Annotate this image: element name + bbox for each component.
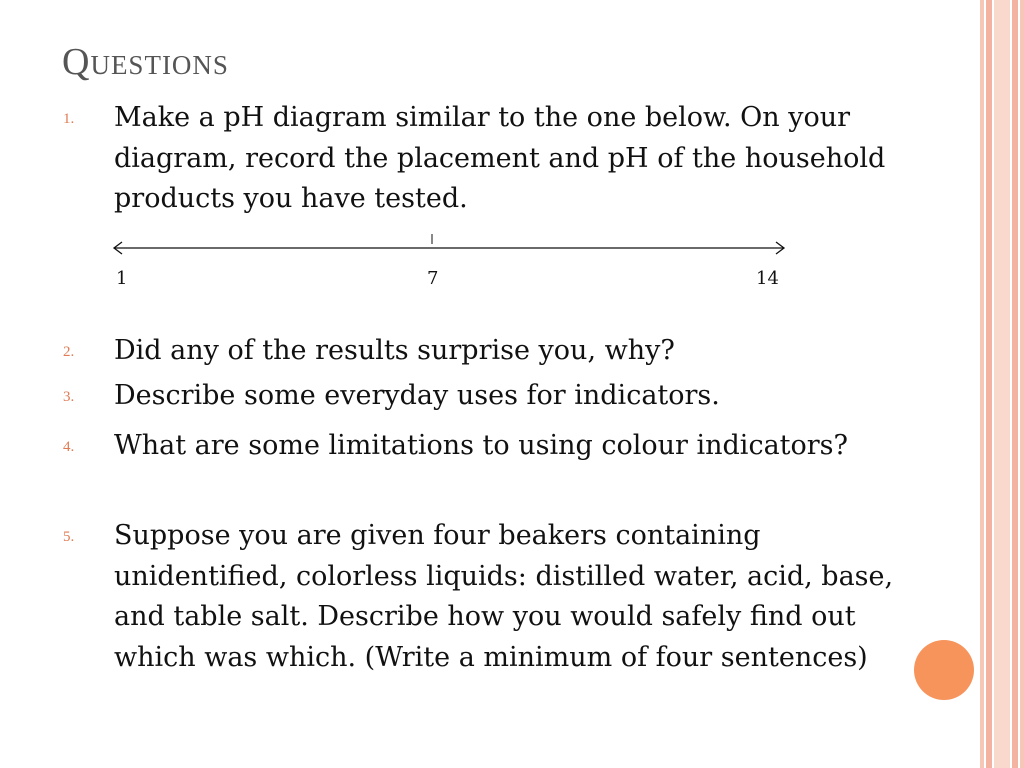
question-text: Make a pH diagram similar to the one below. On your diagram, record the placement and pH of the household products you have tested. (114, 102, 886, 214)
list-number: 1. (63, 111, 75, 127)
question-text: Did any of the results surprise you, why? (114, 335, 675, 366)
decorative-stripe (980, 0, 984, 768)
decorative-stripe (994, 0, 1010, 768)
ph-scale-diagram (108, 230, 798, 290)
decorative-stripe (1012, 0, 1018, 768)
decorative-stripe (1020, 0, 1024, 768)
decorative-stripe (986, 0, 992, 768)
scale-label-mid: 7 (427, 268, 439, 289)
list-number: 3. (63, 389, 75, 405)
slide-title: Questions (62, 41, 229, 83)
decorative-circle (914, 640, 974, 700)
question-text: What are some limitations to using colour indicators? (114, 430, 849, 461)
scale-label-min: 1 (116, 268, 128, 289)
scale-label-max: 14 (756, 268, 779, 289)
list-number: 5. (63, 529, 75, 545)
list-number: 2. (63, 344, 75, 360)
list-number: 4. (63, 439, 75, 455)
question-text: Suppose you are given four beakers containing unidentified, colorless liquids: distilled water, acid, base, and table salt. Describe how you would safely find out which was which. (Write a minimum of four sentences) (114, 520, 894, 673)
question-text: Describe some everyday uses for indicators. (114, 380, 720, 411)
